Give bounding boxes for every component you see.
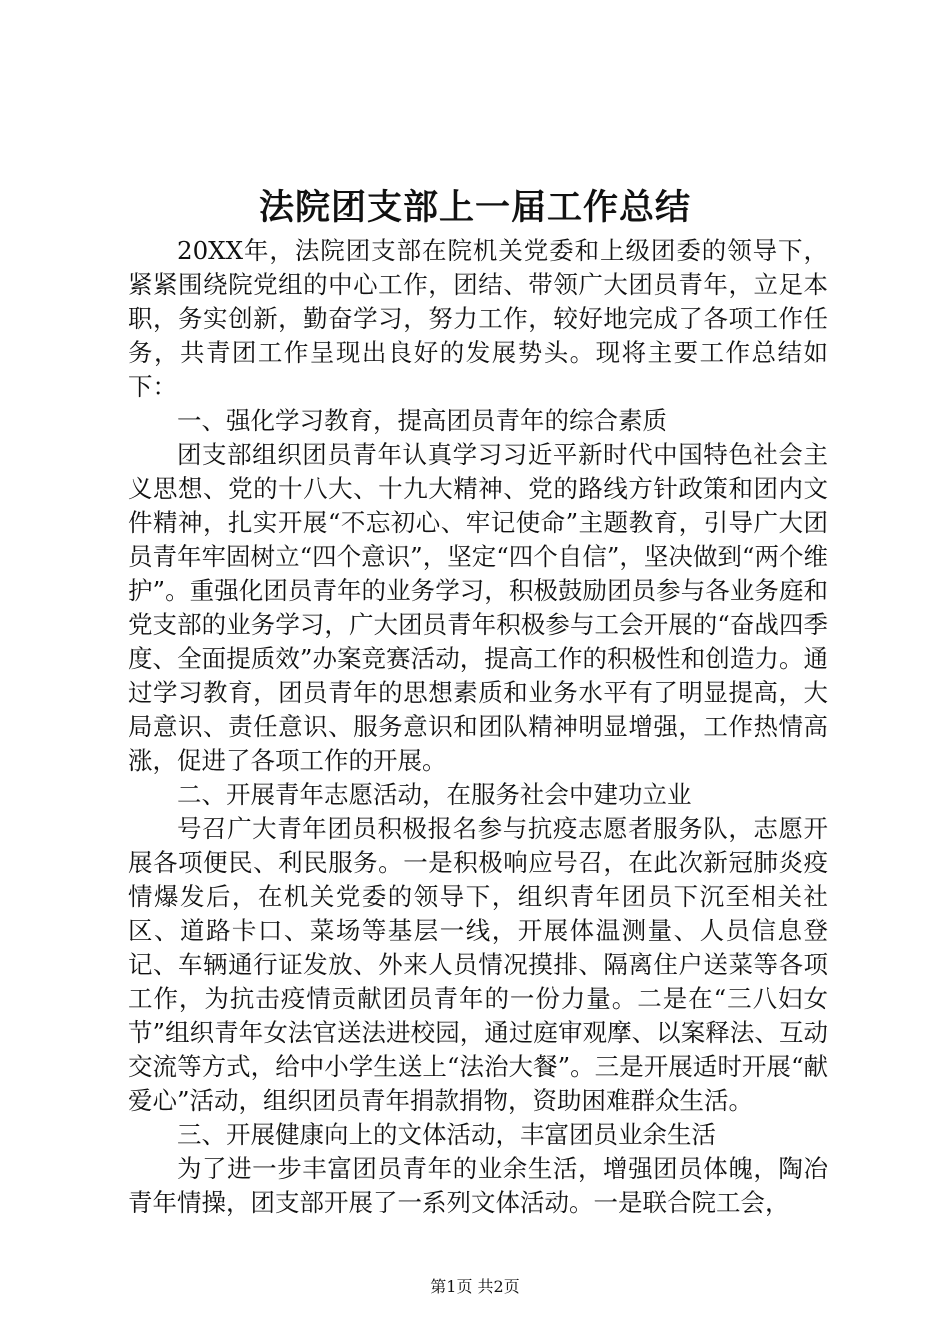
section-heading-2: 二、开展青年志愿活动，在服务社会中建功立业 xyxy=(177,780,692,809)
document-title: 法院团支部上一届工作总结 xyxy=(258,187,691,228)
section-heading-1: 一、强化学习教育，提高团员青年的综合素质 xyxy=(177,406,667,435)
section-heading-3: 三、开展健康向上的文体活动，丰富团员业余生活 xyxy=(177,1120,716,1149)
section-paragraph-1: 团支部组织团员青年认真学习习近平新时代中国特色社会主义思想、党的十八大、十九大精神、党的路线方针政策和团内文件精神，扎实开展“不忘初心、牢记使命”主题教育，引导广大团员青年牢固树立“四个意识”，坚定“四个自信”，坚决做到“两个维护”。重强化团员青年的业务学习，积极鼓励团员参与各业务庭和党支部的业务学习，广大团员青年积极参与工会开展的“奋战四季度、全面提质效”办案竞赛活动，提高工作的积极性和创造力。通过学习教育，团员青年的思想素质和业务水平有了明显提高，大局意识、责任意识、服务意识和团队精神明显增强，工作热情高涨，促进了各项工作的开展。 xyxy=(128,440,828,775)
section-paragraph-3: 为了进一步丰富团员青年的业余生活，增强团员体魄，陶冶青年情操，团支部开展了一系列文体活动。一是联合院工会， xyxy=(128,1154,828,1217)
document-body xyxy=(128,234,828,1220)
intro-paragraph: 20XX年，法院团支部在院机关党委和上级团委的领导下，紧紧围绕院党组的中心工作，团结、带领广大团员青年，立足本职，务实创新，勤奋学习，努力工作，较好地完成了各项工作任务，共青团工作呈现出良好的发展势头。现将主要工作总结如下： xyxy=(128,236,828,401)
section-paragraph-2: 号召广大青年团员积极报名参与抗疫志愿者服务队，志愿开展各项便民、利民服务。一是积极响应号召，在此次新冠肺炎疫情爆发后，在机关党委的领导下，组织青年团员下沉至相关社区、道路卡口、菜场等基层一线，开展体温测量、人员信息登记、车辆通行证发放、外来人员情况摸排、隔离住户送菜等各项工作，为抗击疫情贡献团员青年的一份力量。二是在“三八妇女节”组织青年女法官送法进校园，通过庭审观摩、以案释法、互动交流等方式，给中小学生送上“法治大餐”。三是开展适时开展“献爱心”活动，组织团员青年捐款捐物，资助困难群众生活。 xyxy=(128,814,828,1115)
page-number-footer: 第1页 共2页 xyxy=(430,1277,520,1296)
